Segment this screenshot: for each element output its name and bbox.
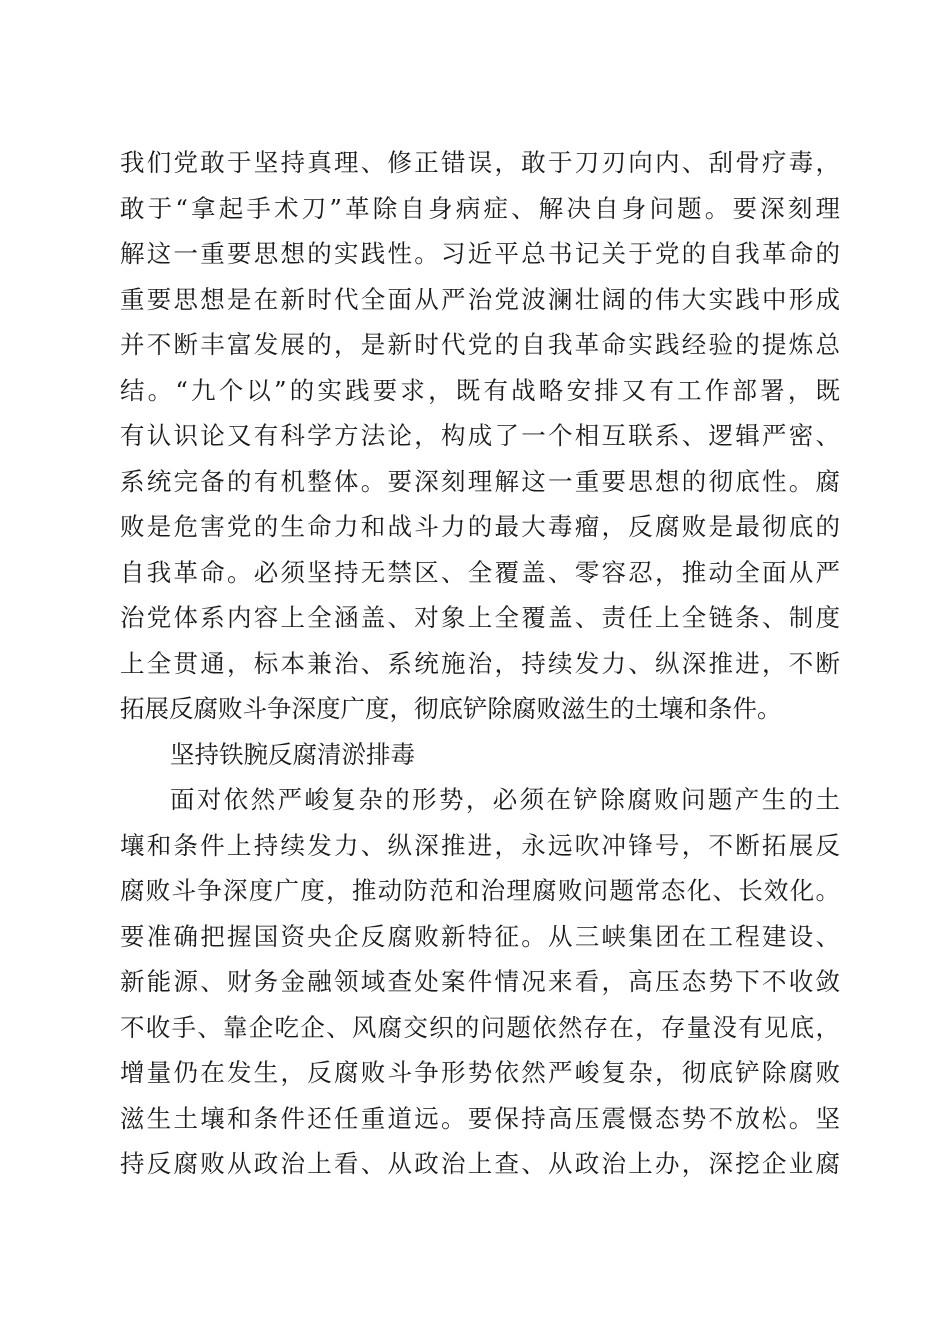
text-line: 解这一重要思想的实践性。习近平总书记关于党的自我革命的	[120, 239, 840, 268]
text-line: 面对依然严峻复杂的形势，必须在铲除腐败问题产生的土	[170, 785, 840, 814]
paragraph-1	[120, 140, 840, 732]
text-line: 上全贯通，标本兼治、系统施治，持续发力、纵深推进，不断	[120, 648, 840, 678]
paragraph-2	[120, 777, 840, 1187]
text-line: 新能源、财务金融领域查处案件情况来看，高压态势下不收敛	[120, 967, 840, 996]
text-line: 自我革命。必须坚持无禁区、全覆盖、零容忍，推动全面从严	[120, 557, 840, 587]
text-line: 持反腐败从政治上看、从政治上查、从政治上办，深挖企业腐	[120, 1149, 840, 1178]
body-text	[120, 140, 840, 1187]
text-line: 滋生土壤和条件还任重道远。要保持高压震慑态势不放松。坚	[120, 1103, 840, 1133]
text-line: 系统完备的有机整体。要深刻理解这一重要思想的彻底性。腐	[120, 466, 840, 496]
text-line: 不收手、靠企吃企、风腐交织的问题依然存在，存量没有见底，	[120, 1012, 840, 1042]
text-line: 腐败斗争深度广度，推动防范和治理腐败问题常态化、长效化。	[120, 876, 840, 905]
text-line: 要准确把握国资央企反腐败新特征。从三峡集团在工程建设、	[120, 921, 840, 951]
text-line: 重要思想是在新时代全面从严治党波澜壮阔的伟大实践中形成	[120, 284, 840, 314]
text-line: 结。“九个以”的实践要求，既有战略安排又有工作部署，既	[120, 375, 840, 405]
text-line: 拓展反腐败斗争深度广度，彻底铲除腐败滋生的土壤和条件。	[120, 694, 782, 723]
section-heading: 坚持铁腕反腐清淤排毒	[170, 739, 415, 769]
text-line: 并不断丰富发展的，是新时代党的自我革命实践经验的提炼总	[120, 330, 840, 359]
text-line: 增量仍在发生，反腐败斗争形势依然严峻复杂，彻底铲除腐败	[120, 1058, 840, 1087]
text-line: 我们党敢于坚持真理、修正错误，敢于刀刃向内、刮骨疗毒，	[120, 148, 840, 177]
text-line: 有认识论又有科学方法论，构成了一个相互联系、逻辑严密、	[120, 421, 840, 450]
text-line: 治党体系内容上全涵盖、对象上全覆盖、责任上全链条、制度	[120, 603, 840, 632]
text-line: 壤和条件上持续发力、纵深推进，永远吹冲锋号，不断拓展反	[120, 830, 840, 860]
text-line: 败是危害党的生命力和战斗力的最大毒瘤，反腐败是最彻底的	[120, 512, 840, 541]
text-line: 敢于“拿起手术刀”革除自身病症、解决自身问题。要深刻理	[120, 193, 840, 223]
